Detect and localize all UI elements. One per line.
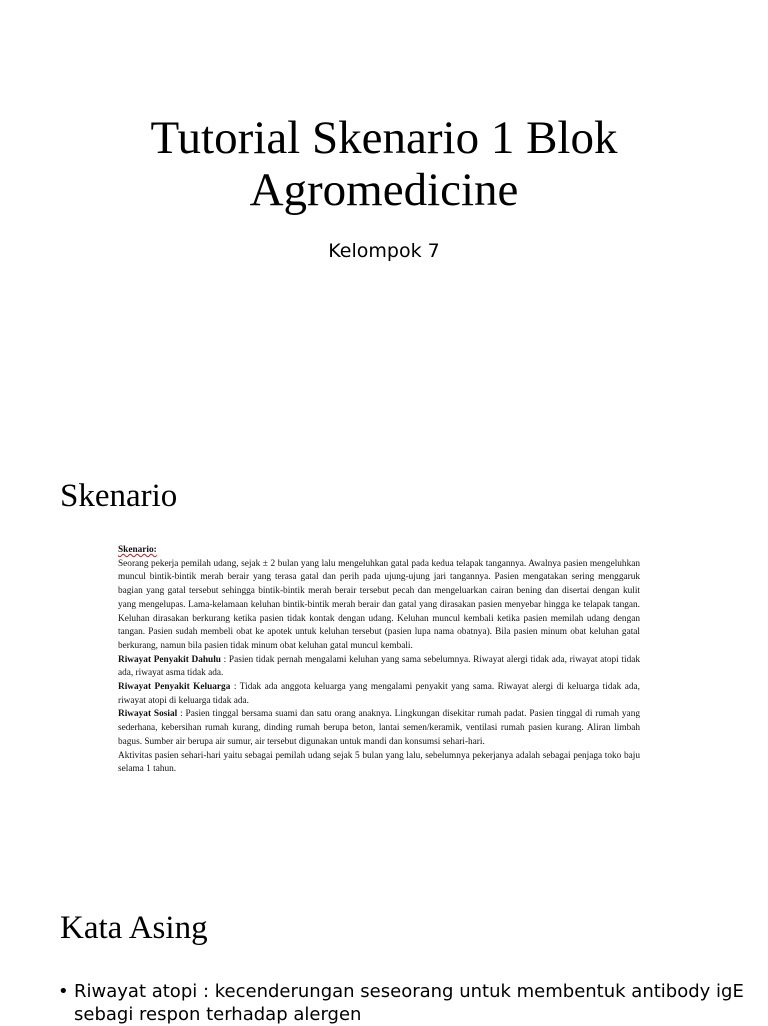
kata-asing-list [58, 980, 758, 1026]
rs-text: : Pasien tinggal bersama suami dan satu orang anaknya. Lingkungan disekitar rumah padat. Pasien tinggal di rumah yang sederhana, kebersihan rumah kurang, dinding rumah berupa beton, lantai semen/keramik, ventilasi rumah pasien kurang. Aliran limbah bagus. Sumber air berupa air sumur, air tersebut digunakan untuk mandi dan konsumsi sehari-hari. [118, 709, 640, 747]
scenario-slide [0, 440, 768, 880]
kata-asing-heading: Kata Asing [60, 910, 208, 946]
rpk-text: : Tidak ada anggota keluarga yang mengalami penyakit yang sama. Riwayat alergi di keluarga tidak ada, riwayat atopi di keluarga tidak ada. [118, 682, 640, 706]
rs-label: Riwayat Sosial [118, 709, 178, 720]
scenario-label: Skenario: [118, 545, 157, 555]
kata-asing-slide [0, 880, 768, 1024]
rpd-text: : Pasien tidak pernah mengalami keluhan yang sama sebelumnya. Riwayat alergi tidak ada, riwayat atopi tidak ada, riwayat asma tidak ada. [118, 654, 640, 679]
slide-title-line1: Tutorial Skenario 1 Blok [150, 112, 618, 164]
rpd-label: Riwayat Penyakit Dahulu [118, 654, 221, 665]
scenario-heading: Skenario [60, 478, 178, 514]
rpk-label: Riwayat Penyakit Keluarga [118, 682, 231, 693]
riwayat-penyakit-dahulu [118, 654, 640, 681]
list-item: • Riwayat atopi : kecenderungan seseorang untuk membentuk antibody igE sebagi respon terhadap alergen [58, 980, 758, 1026]
scenario-paragraph: Seorang pekerja pemilah udang, sejak ± 2 bulan yang lalu mengeluhkan gatal pada kedua telapak tangannya. Awalnya pasien mengeluhkan muncul bintik-bintik merah berair yang terasa gatal dan perih pada ujung-ujung jari tangannya. Pasien mengatakan sering menggaruk bagian yang gatal tersebut sehingga bintik-bintik merah berair tersebut pecah dan mengeluarkan cairan bening dan disertai dengan kulit yang mengelupas. Lama-kelamaan keluhan bintik-bintik merah berair dan gatal yang dirasakan pasien menyebar hingga ke telapak tangan. Keluhan dirasakan berkurang ketika pasien tidak kontak dengan udang. Keluhan muncul kembali ketika pasien memilah udang dengan tangan. Pasien sudah membeli obat ke apotek untuk keluhan tersebut (pasien lupa nama obatnya). Bila pasien minum obat keluhan gatal berkurang, namun bila pasien tidak minum obat keluhan gatal muncul kembali. [118, 558, 640, 651]
slide-title-line2: Agromedicine [249, 164, 519, 216]
riwayat-sosial [118, 708, 640, 749]
riwayat-penyakit-keluarga [118, 681, 640, 708]
slide-subtitle: Kelompok 7 [328, 240, 440, 262]
activity-paragraph: Aktivitas pasien sehari-hari yaitu sebagai pemilah udang sejak 5 bulan yang lalu, sebelumnya pekerjanya adalah sebagai penjaga toko baju selama 1 tahun. [118, 750, 640, 775]
slide-title [0, 112, 768, 216]
scenario-text-image [118, 544, 640, 777]
title-slide [0, 0, 768, 440]
